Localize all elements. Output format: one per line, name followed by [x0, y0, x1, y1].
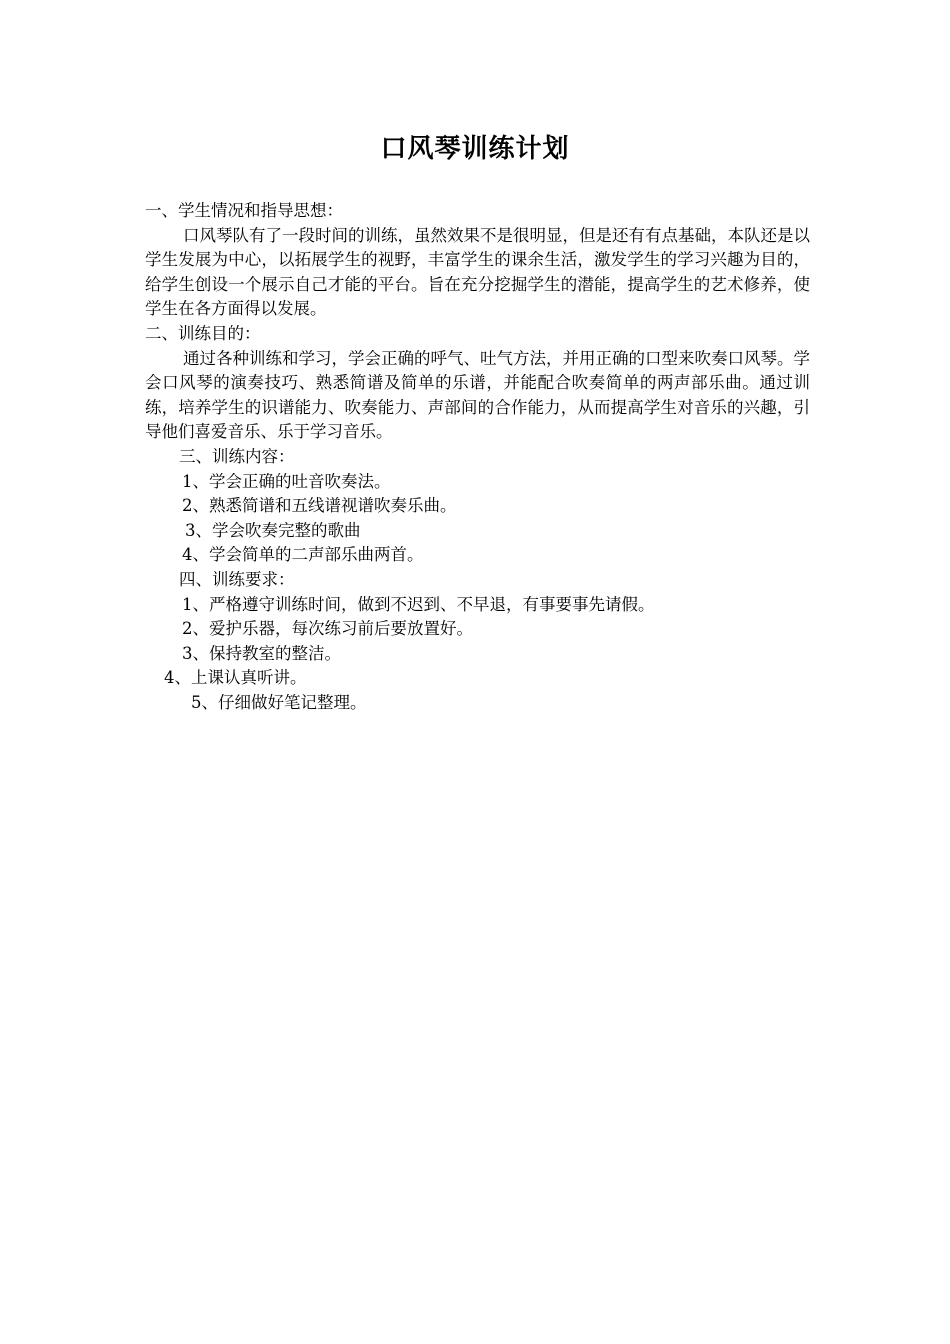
section-1-paragraph: 口风琴队有了一段时间的训练，虽然效果不是很明显，但是还有有点基础，本队还是以学生发展为中心，以拓展学生的视野，丰富学生的课余生活，激发学生的学习兴趣为目的，给学生创设一个展示自己才能的平台。旨在充分挖掘学生的潜能，提高学生的艺术修养，使学生在各方面得以发展。: [145, 225, 810, 319]
list-item: 4、上课认真听讲。: [164, 668, 307, 688]
list-item: 4、学会简单的二声部乐曲两首。: [182, 545, 424, 565]
section-1-heading: 一、学生情况和指导思想：: [145, 201, 343, 220]
list-item: 2、熟悉简谱和五线谱视谱吹奏乐曲。: [182, 496, 457, 516]
list-item: 3、学会吹奏完整的歌曲: [185, 520, 361, 540]
list-item: 3、保持教室的整洁。: [182, 643, 341, 663]
section-3-heading: 三、训练内容：: [179, 446, 295, 466]
section-2-heading: 二、训练目的：: [145, 323, 261, 343]
list-item: 1、学会正确的吐音吹奏法。: [182, 471, 391, 491]
section-4-heading: 四、训练要求：: [179, 569, 295, 589]
document-title: 口风琴训练计划: [380, 134, 570, 164]
section-2-paragraph: 通过各种训练和学习，学会正确的呼气、吐气方法，并用正确的口型来吹奏口风琴。学会口风琴的演奏技巧、熟悉简谱及简单的乐谱，并能配合吹奏简单的两声部乐曲。通过训练，培养学生的识谱能力、吹奏能力、声部间的合作能力，从而提高学生对音乐的兴趣，引导他们喜爱音乐、乐于学习音乐。: [145, 348, 810, 442]
document-body: [145, 199, 810, 715]
list-item: 1、严格遵守训练时间，做到不迟到、不早退，有事要事先请假。: [182, 594, 655, 614]
list-item: 2、爱护乐器，每次练习前后要放置好。: [182, 619, 473, 639]
list-item: 5、仔细做好笔记整理。: [191, 692, 367, 712]
